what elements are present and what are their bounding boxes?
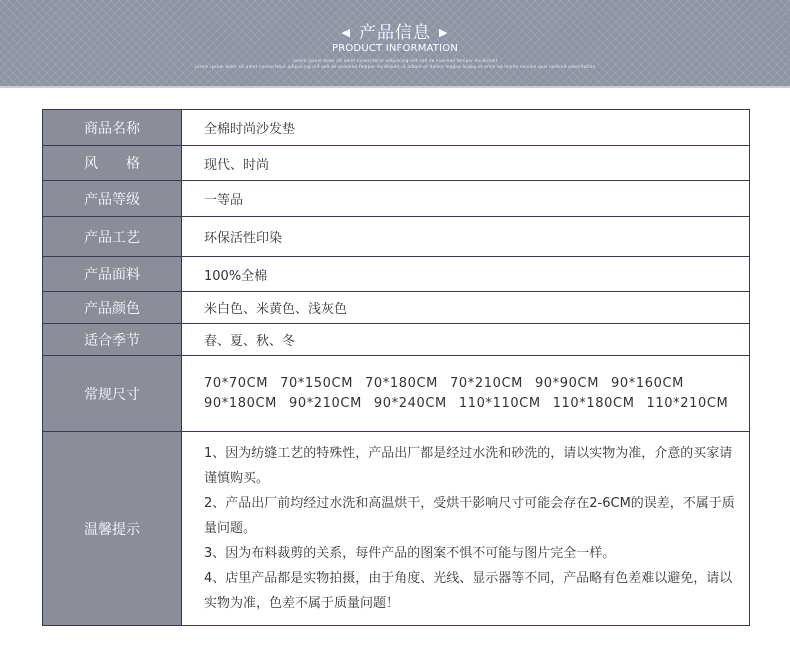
table-row-process — [43, 217, 750, 257]
size-item: 70*70CM — [204, 375, 269, 391]
size-item: 90*90CM — [534, 375, 600, 391]
row-value: 米白色、米黄色、浅灰色 — [182, 292, 750, 324]
table-row-season — [43, 324, 750, 356]
row-value: 环保活性印染 — [182, 217, 750, 257]
row-value: 春、夏、秋、冬 — [182, 324, 750, 356]
product-info-table — [42, 109, 750, 626]
header-banner — [0, 0, 790, 86]
notes-list — [204, 441, 749, 616]
size-item: 90*210CM — [288, 395, 362, 411]
size-item: 110*110CM — [458, 395, 541, 411]
size-item: 90*180CM — [204, 395, 277, 411]
table-row-style — [43, 146, 750, 181]
section-title — [0, 18, 790, 43]
size-item: 90*160CM — [611, 375, 684, 391]
row-value — [182, 432, 750, 626]
row-label: 适合季节 — [43, 324, 182, 356]
size-item: 70*210CM — [449, 375, 523, 391]
note-item: 4、店里产品都是实物拍摄，由于角度、光线、显示器等不同，产品略有色差难以避免，请以实物为准，色差不属于质量问题！ — [204, 571, 733, 611]
size-list — [204, 374, 749, 414]
row-label: 产品等级 — [43, 181, 182, 217]
fine-text-line-1: Lorem ipsum dolor sit amet consectetur adipiscing elit sed do eiusmod tempor incididunt — [292, 58, 498, 63]
header-divider — [0, 86, 790, 88]
row-label: 产品颜色 — [43, 292, 182, 324]
size-item: 110*210CM — [646, 395, 729, 411]
size-item: 70*150CM — [280, 375, 354, 391]
note-item: 1、因为纺缝工艺的特殊性，产品出厂都是经过水洗和砂洗的，请以实物为准，介意的买家请谨慎购买。 — [204, 446, 733, 486]
section-title-text: 产品信息 — [359, 23, 431, 43]
row-label: 风 格 — [43, 146, 182, 181]
decorative-fine-text — [0, 58, 790, 70]
table-row-color — [43, 292, 750, 324]
table-row-notes — [43, 432, 750, 626]
table-row-sizes — [43, 356, 750, 432]
table-row-fabric — [43, 257, 750, 292]
row-value: 100%全棉 — [182, 257, 750, 292]
row-label: 产品面料 — [43, 257, 182, 292]
note-item: 3、因为布料裁剪的关系，每件产品的图案不惧不可能与图片完全一样。 — [204, 546, 616, 561]
section-subtitle: PRODUCT INFORMATION — [331, 43, 459, 54]
size-item: 90*240CM — [373, 395, 447, 411]
table-row-product-name — [43, 110, 750, 146]
row-value: 全棉时尚沙发垫 — [182, 110, 750, 146]
row-label: 常规尺寸 — [43, 356, 182, 432]
table-row-grade — [43, 181, 750, 217]
fine-text-line-2: Lorem ipsum dolor sit amet consectetur adipiscing elit sed do eiusmod tempor incididunt ut labore et dolore magna aliqua ut enim ad minim veniam quis nostrud exercitation — [194, 64, 596, 69]
right-triangle-icon: ▶ — [439, 26, 449, 39]
note-item: 2、产品出厂前均经过水洗和高温烘干，受烘干影响尺寸可能会存在2-6CM的误差，不属于质量问题。 — [204, 496, 735, 536]
row-label: 温馨提示 — [43, 432, 182, 626]
size-item: 70*180CM — [365, 375, 438, 391]
row-value: 一等品 — [182, 181, 750, 217]
size-item: 110*180CM — [552, 395, 635, 411]
row-value — [182, 356, 750, 432]
left-triangle-icon: ◀ — [341, 26, 351, 39]
row-label: 产品工艺 — [43, 217, 182, 257]
row-value: 现代、时尚 — [182, 146, 750, 181]
row-label: 商品名称 — [43, 110, 182, 146]
